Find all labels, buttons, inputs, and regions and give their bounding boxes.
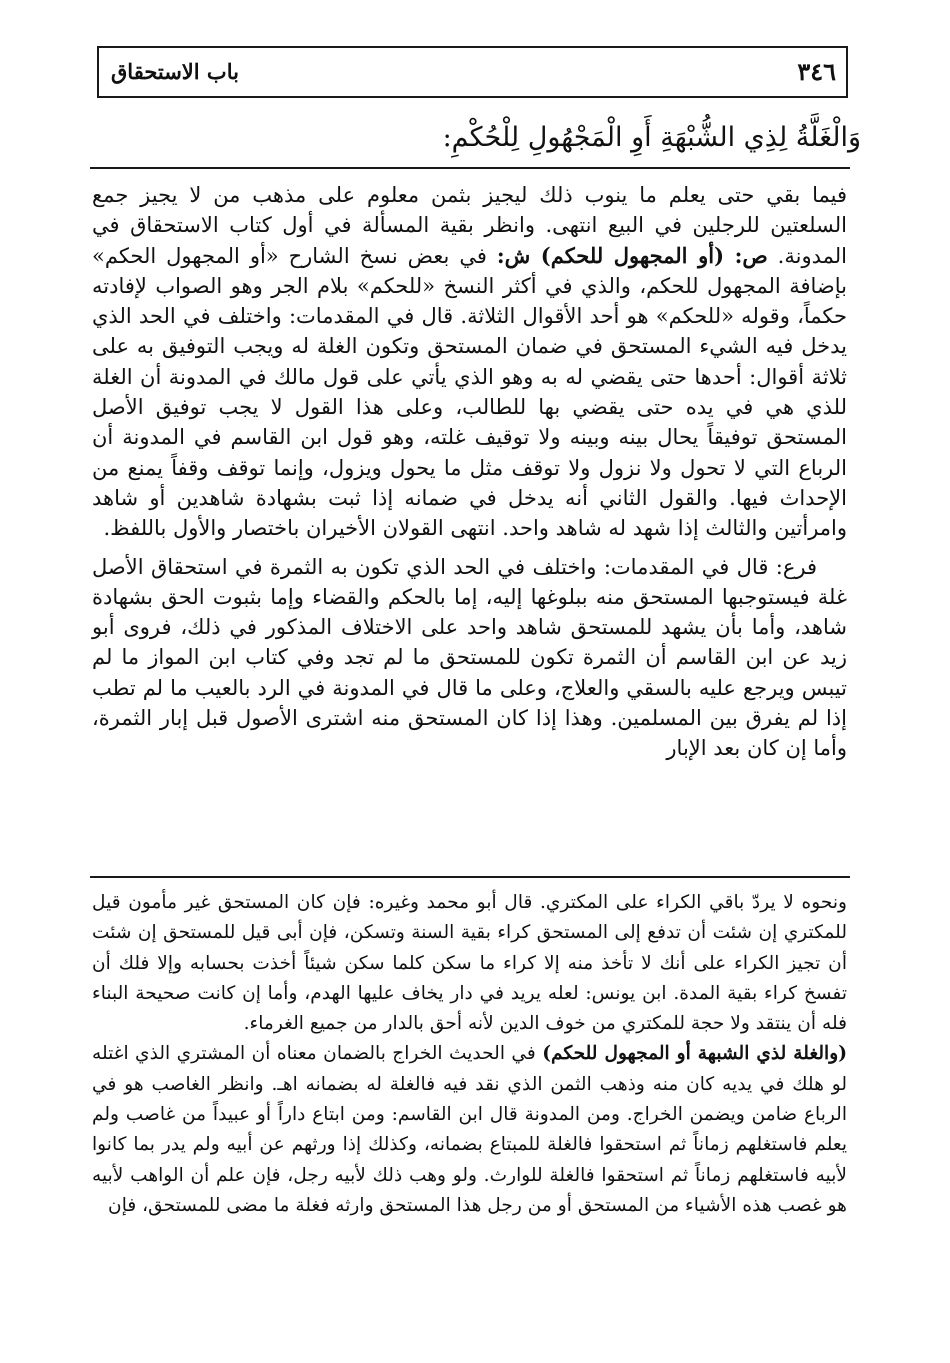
matn-text: وَالْغَلَّةُ لِذِي الشُّبْهَةِ أَوِ الْمَجْهُولِ لِلْحُكْمِ:	[442, 122, 861, 153]
commentary-paragraph-2: فرع: قال في المقدمات: واختلف في الحد الذي تكون به الثمرة في استحقاق الأصل غلة فيستوجبها المستحق منه ببلوغها إليه، إما بالحكم والقضاء وإما بثبوت الحق بشهادة شاهد، وأما بأن يشهد للمستحق شاهد واحد على الاختلاف المذكور في ذلك، فروى أبو زيد عن ابن القاسم أن الثمرة تكون للمستحق ما لم تجد وفي كتاب ابن المواز ما لم تيبس ويرجع عليه بالسقي والعلاج، وعلى ما قال في المدونة في الرد بالعيب ما لم تطب إذا لم يفرق بين المسلمين. وهذا إذا كان المستحق منه اشترى الأصول قبل إبار الثمرة، وأما إن كان بعد الإبار	[92, 554, 847, 761]
page-header	[97, 46, 848, 98]
footnote-2-bold: (والغلة لذي الشبهة أو المجهول للحكم)	[542, 1043, 847, 1065]
top-divider	[90, 167, 850, 169]
footnotes	[92, 888, 847, 1221]
page-number: ٣٤٦	[797, 57, 836, 86]
commentary-p1-bold: ص: (أو المجهول للحكم) ش:	[496, 242, 768, 268]
footnote-2-text: في الحديث الخراج بالضمان معناه أن المشتري الذي اغتله لو هلك في يديه كان منه وذهب الثمن الذي نقد فيه فالغلة له بضمانه اهـ. وانظر الغاصب هو في الرباع ضامن ويضمن الخراج. ومن المدونة قال ابن القاسم: ومن ابتاع داراً أو عبيداً من غاصب ولم يعلم فاستغلهم زماناً ثم استحقوا فالغلة للمبتاع بضمانه، وكذلك إذا ورثهم عن أبيه ولم يدر بما كانوا لأبيه فاستغلهم زماناً ثم استحقوا فالغلة للوارث. ولو وهب ذلك لأبيه رجل، فإن علم أن الواهب لأبيه هو غصب هذه الأشياء من المستحق أو من رجل هذا المستحق وارثه فغلة ما مضى للمستحق، فإن	[92, 1043, 847, 1216]
commentary-paragraph-1	[92, 180, 847, 544]
footnote-2	[92, 1039, 847, 1221]
commentary-body	[92, 180, 847, 772]
chapter-title: باب الاستحقاق	[111, 59, 239, 84]
commentary-p1-text-b: في بعض نسخ الشارح «أو المجهول الحكم» بإضافة المجهول للحكم، والذي في أكثر النسخ «للحكم» بلام الجر وهو الصواب لإفادته حكماً، وقوله «للحكم» هو أحد الأقوال الثلاثة. قال في المقدمات: واختلف في الحد الذي يدخل فيه الشيء المستحق في ضمان المستحق وتكون الغلة له ويجب التوفيق به على ثلاثة أقوال: أحدها حتى يقضي له به وهو الذي يأتي على قول مالك في المدونة أن الغلة للذي هي في يده حتى يقضي بها للطالب، وعلى هذا القول لا يجب توفيق الأصل المستحق توفيقاً يحال بينه وبينه ولا توقيف غلته، وهو قول ابن القاسم في المدونة أن الرباع التي لا تحول ولا نزول ولا توقف مثل ما يحول ويزول، وإنما توقف وقفاً يمنع من الإحداث فيها. والقول الثاني أنه يدخل في ضمانه إذا ثبت بشهادة شاهدين أو شاهد وامرأتين والثالث إذا شهد له شاهد واحد. انتهى القولان الأخيران باختصار والأول باللفظ.	[92, 243, 847, 541]
footnote-1: ونحوه لا يردّ باقي الكراء على المكتري. قال أبو محمد وغيره: فإن كان المستحق غير مأمون قيل للمكتري إن شئت أن تدفع إلى المستحق كراء بقية السنة وتسكن، فإن أبى قيل للمستحق إن شئت أن تجيز الكراء على أنك لا تأخذ منه إلا كراء ما سكن كلما سكن شيئاً أخذت بحسابه وإلا فلك أن تفسخ كراء بقية المدة. ابن يونس: لعله يريد في دار يخاف عليها الهدم، وأما إن كانت صحيحة البناء فله أن ينتقد ولا حجة للمكتري من خوف الدين لأنه أحق بالدار من جميع الغرماء.	[92, 892, 847, 1035]
commentary-p1-text-a: فيما بقي حتى يعلم ما ينوب ذلك ليجيز بثمن معلوم على مذهب من لا يجيز جمع السلعتين للرجلين في البيع انتهى. وانظر بقية المسألة في أول كتاب الاستحقاق في المدونة.	[92, 183, 847, 268]
footnote-divider	[90, 876, 850, 878]
